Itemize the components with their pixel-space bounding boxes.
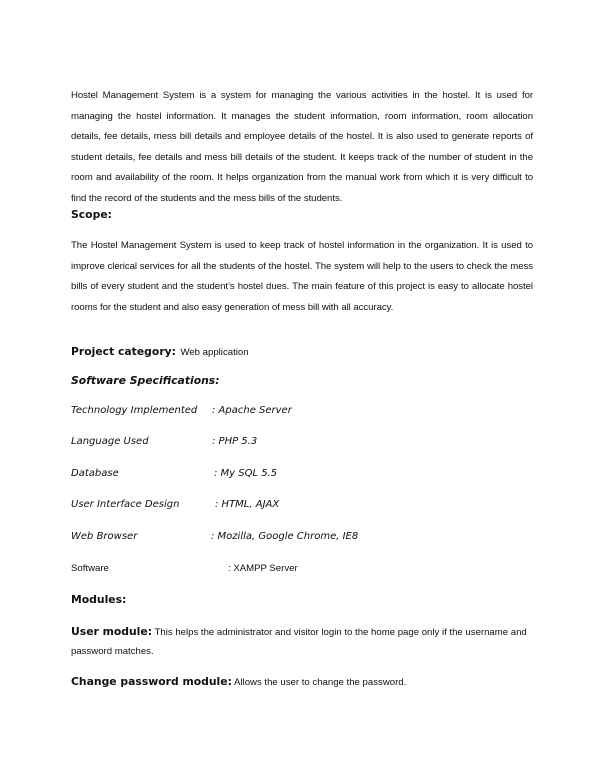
spec-label-browser: Web Browser	[71, 531, 138, 542]
spec-value-ui-design: : HTML, AJAX	[215, 499, 280, 510]
scope-heading: Scope:	[71, 208, 112, 221]
module-label-user: User module:	[71, 625, 153, 638]
module-item-user	[71, 623, 533, 661]
spec-label-software: Software	[71, 563, 109, 574]
spec-label-language: Language Used	[71, 436, 149, 447]
spec-value-database: : My SQL 5.5	[214, 468, 278, 479]
spec-label-ui-design: User Interface Design	[71, 499, 180, 510]
spec-label-database: Database	[71, 468, 119, 479]
spec-value-browser: : Mozilla, Google Chrome, IE8	[211, 531, 359, 542]
spec-value-software: : XAMPP Server	[228, 563, 298, 574]
spec-value-technology: : Apache Server	[212, 405, 292, 416]
module-text-change-password: Allows the user to change the password.	[234, 677, 407, 688]
spec-value-language: : PHP 5.3	[212, 436, 258, 447]
intro-paragraph: Hostel Management System is a system for managing the various activities in the hostel. It is used for managing the hostel information. It manages the student information, room information, room allocation details, fee details, mess bill details and employee details of the hostel. It is also used to generate reports of student details, fee details and mess bill details of the student. It keeps track of the number of student in the room and availability of the room. It helps organization from the manual work from which it is very difficult to find the record of the students and the mess bills of the students.	[71, 90, 533, 204]
modules-heading: Modules:	[71, 593, 127, 606]
module-label-change-password: Change password module:	[71, 675, 232, 688]
spec-label-technology: Technology Implemented	[71, 405, 198, 416]
project-category-label: Project category:	[71, 345, 176, 358]
module-text-user: This helps the administrator and visitor login to the home page only if the username and password matches.	[71, 627, 527, 657]
project-category	[71, 342, 249, 360]
software-specs-heading: Software Specifications:	[71, 374, 220, 387]
project-category-value: Web application	[180, 347, 249, 358]
module-item-change-password	[71, 673, 533, 693]
scope-paragraph: The Hostel Management System is used to keep track of hostel information in the organization. It is used to improve clerical services for all the students of the hostel. The system will help to the users to check the mess bills of every student and the student’s hostel dues. The main feature of this project is easy to allocate hostel rooms for the student and also easy generation of mess bill with all accuracy.	[71, 240, 533, 313]
